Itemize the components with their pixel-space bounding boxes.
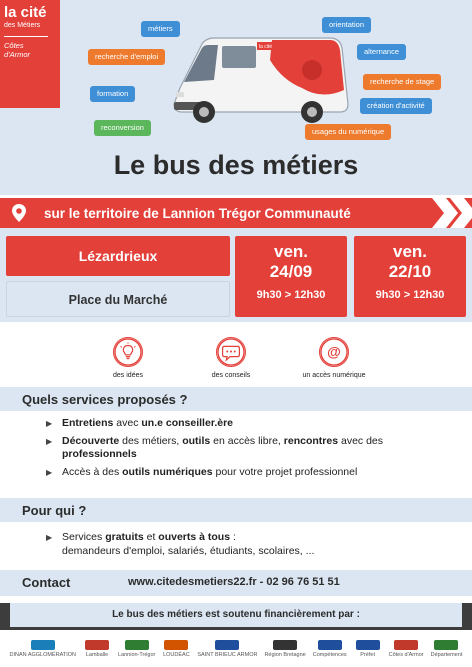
partner-logo-mark-icon [316,639,344,651]
text-run: avec des [338,435,384,447]
partner-logo-mark-icon [162,639,190,651]
text-run: Entretiens [62,417,114,429]
partner-logo-label: Lamballe [85,652,109,658]
partner-logo-mark-icon [83,639,111,651]
territory-text: sur le territoire de Lannion Trégor Communauté [44,206,351,221]
text-run: Découverte [62,435,120,447]
text-run: professionnels [62,448,137,460]
services-list [46,417,446,484]
brand-divider [4,36,48,37]
audience-item [46,531,446,544]
partner-logo-5 [197,639,257,658]
partner-logo-1 [9,639,76,658]
tag-recherche-emploi: recherche d'emploi [88,49,165,65]
partner-logo-label: Compétences [312,652,347,658]
text-run: outils [182,435,211,447]
service-ideas-label: des idées [113,372,143,379]
text-run: et [143,531,159,543]
schedule-date-1 [235,236,347,317]
partner-logo-9 [389,639,424,658]
partner-logo-mark-icon [392,639,420,651]
text-run: ouverts à tous [158,531,231,543]
funding-text: Le bus des métiers est soutenu financièrement par : [10,603,462,627]
page-title: Le bus des métiers [113,150,359,180]
partner-logo-6 [264,639,305,658]
partner-logo-label: Lannion-Trégor [117,652,156,658]
tag-usages-numerique: usages du numérique [305,124,391,140]
partner-logo-mark-icon [29,639,57,651]
partner-logo-mark-icon [354,639,382,651]
partner-logo-label: DINAN AGGLOMÉRATION [9,652,77,658]
partner-logo-label: Région Bretagne [264,652,306,658]
partner-logo-label: SAINT BRIEUC ARMOR [197,652,258,658]
partner-logo-mark-icon [213,639,241,651]
text-run: rencontres [283,435,339,447]
partner-logo-label: Préfet [360,652,375,658]
service-digital [289,337,379,379]
partner-logos [0,630,472,667]
service-digital-label: un accès numérique [302,372,366,379]
brand-line4: d'Armor [4,50,31,59]
lightbulb-icon [113,337,143,367]
audience-heading: Pour qui ? [22,503,87,518]
brand-line2: des Métiers [4,22,41,29]
location-pin-icon [10,203,28,223]
date-1-day: ven. [273,242,309,261]
text-run: gratuits [105,531,144,543]
tag-formation: formation [90,86,135,102]
svg-text:@: @ [327,343,341,360]
partner-logo-mark-icon [432,639,460,651]
brand-line1: la cité [4,4,47,21]
audience-detail: demandeurs d'emploi, salariés, étudiants, scolaires, ... [62,545,315,557]
schedule-city: Lézardrieux [6,236,230,276]
date-2-day: ven. [392,242,428,261]
hero-banner [0,0,472,195]
territory-bar [0,198,472,228]
partner-logo-2 [83,639,111,658]
tag-creation-activite: création d'activité [360,98,432,114]
svg-text:la cité: la cité [259,44,273,50]
service-advice [186,337,276,379]
text-run: pour votre projet professionnel [212,466,358,478]
partner-logo-mark-icon [123,639,151,651]
service-item-3 [46,466,446,479]
tag-alternance: alternance [357,44,406,60]
partner-logo-10 [431,639,463,658]
partner-logo-mark-icon [271,639,299,651]
contact-label: Contact [22,575,71,590]
text-run: un.e conseiller.ère [141,417,234,429]
cite-des-metiers-logo [0,0,60,108]
tag-orientation: orientation [322,17,371,33]
partner-logo-7 [313,639,347,658]
service-ideas [83,337,173,379]
partner-logo-8 [354,639,382,658]
date-1-hours: 9h30 > 12h30 [256,289,326,301]
date-1-date: 24/09 [269,262,313,281]
text-run: en accès libre, [210,435,284,447]
services-heading-band [0,387,472,411]
date-2-hours: 9h30 > 12h30 [375,289,445,301]
text-run: avec [113,417,142,429]
chevron-decoration-icon [428,198,472,228]
text-run: : [230,531,236,543]
partner-logo-label: Côtes d'Armor [388,652,424,658]
partner-logo-label: LOUDÉAC [163,652,190,658]
tag-recherche-stage: recherche de stage [363,74,441,90]
bus-van-illustration [162,30,362,130]
partner-logo-4 [162,639,190,658]
at-sign-icon [319,337,349,367]
brand-line3: Côtes [4,41,24,50]
schedule-date-2 [354,236,466,317]
schedule-place: Place du Marché [6,281,230,317]
partner-logo-3 [118,639,155,658]
text-run: Services [62,531,106,543]
partner-logo-label: Département [430,652,463,658]
services-heading: Quels services proposés ? [22,392,188,407]
audience-heading-band [0,498,472,522]
text-run: Accès à des [62,466,123,478]
service-advice-label: des conseils [211,372,251,379]
tag-metiers: métiers [141,21,180,37]
contact-band [0,570,472,596]
contact-value[interactable]: www.citedesmetiers22.fr - 02 96 76 51 51 [128,576,340,588]
service-item-1 [46,417,446,430]
text-run: des métiers, [119,435,183,447]
tag-reconversion: reconversion [94,120,151,136]
service-item-2 [46,435,446,461]
text-run: outils numériques [122,466,213,478]
date-2-date: 22/10 [388,262,432,281]
audience-list [46,531,446,558]
speech-bubble-icon [216,337,246,367]
